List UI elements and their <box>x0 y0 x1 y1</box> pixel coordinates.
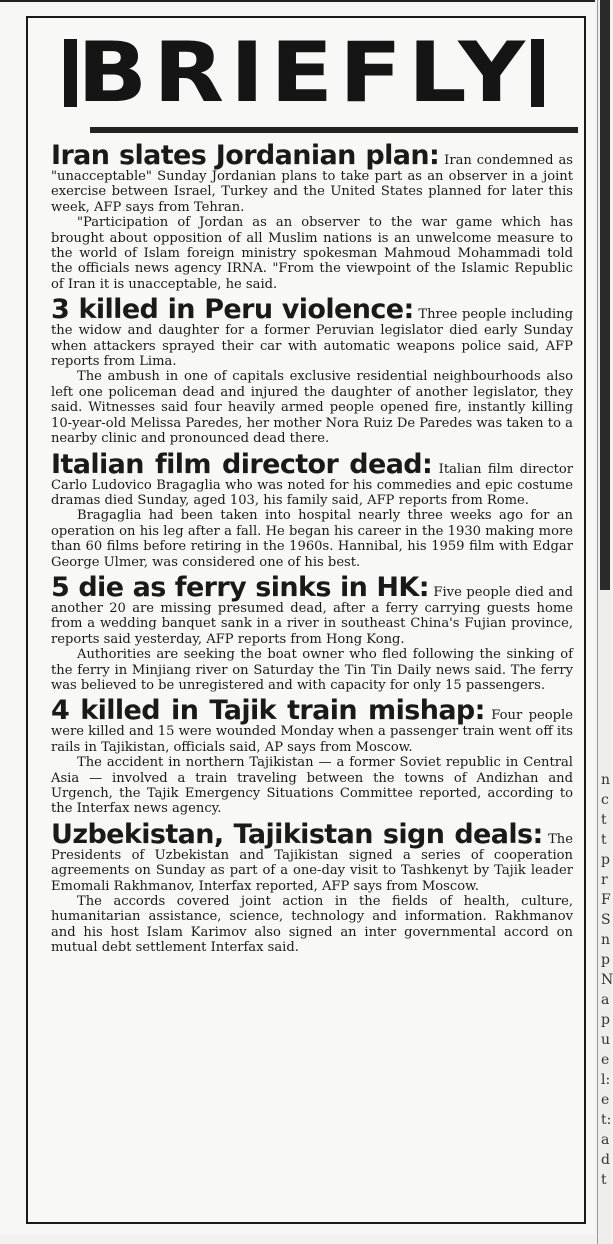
story-headline: 4 killed in Tajik train mishap: <box>51 695 485 727</box>
story-lead: Three people including the widow and daughter for a former Peruvian legislator died early Sunday when attackers sprayed their car with automatic weapons police said, AFP reports from Lima. <box>51 307 573 370</box>
story-lead: Four people were killed and 15 were wounded Monday when a passenger train went off its rails in Tajikistan, officials said, AP says from Moscow. <box>51 708 573 755</box>
stories <box>51 142 573 956</box>
story-lead: Italian film director Carlo Ludovico Bragaglia who was noted for his commedies and epic costume dramas died Sunday, aged 103, his family said, AFP reports from Rome. <box>51 461 573 508</box>
adjacent-column-dark-bar <box>600 0 610 590</box>
story-lead: Five people died and another 20 are missing presumed dead, after a ferry carrying guests home from a wedding banquet sank in a river in southeast China's Fujian province, reports said yesterday, AFP reports from Hong Kong. <box>51 584 573 647</box>
story-ferry <box>51 571 573 693</box>
masthead-left-block <box>64 39 77 107</box>
story-headline: Italian film director dead: <box>51 448 433 480</box>
story-headline: 5 die as ferry sinks in HK: <box>51 571 429 603</box>
masthead-title: BRIEFLY <box>77 24 531 121</box>
story-paragraph: Authorities are seeking the boat owner who fled following the sinking of the ferry in Minjiang river on Saturday the Tin Tin Daily news said. The ferry was believed to be unregistered and with capacity for only 15 passengers. <box>51 647 573 693</box>
story-headline: Iran slates Jordanian plan: <box>51 140 440 171</box>
story-peru <box>51 296 573 446</box>
story-italian-film <box>51 448 573 570</box>
story-paragraph: The accords covered joint action in the fields of health, culture, humanitarian assistance, science, technology and information. Rakhmanov and his host Islam Karimov also signed an inter governmental accord on mutual debt settlement Interfax said. <box>51 894 573 956</box>
masthead <box>64 24 544 121</box>
story-paragraph: The ambush in one of capitals exclusive residential neighbourhoods also left one policeman dead and injured the daughter of another legislator, they said. Witnesses said four heavily armed people opened fire, instantly killing 10-year-old Melissa Paredes, her mother Nora Ruiz De Paredes was taken to a nearby clinic and pronounced dead there. <box>51 369 573 447</box>
masthead-right-block <box>531 39 544 107</box>
story-tajik-train <box>51 697 573 816</box>
adjacent-column <box>597 0 611 1244</box>
story-paragraph: Bragaglia had been taken into hospital nearly three weeks ago for an operation on his leg after a fall. He began his career in the 1930 making more than 60 films before retiring in the 1960s. Hannibal, his 1959 film with Edgar George Ulmer, was considered one of his best. <box>51 508 573 570</box>
story-headline: Uzbekistan, Tajikistan sign deals: <box>51 818 543 850</box>
story-lead: Iran condemned as "unacceptable" Sunday Jordanian plans to take part as an observer in a joint exercise between Israel, Turkey and the United States planned for later this week, AFP says from Tehran. <box>51 153 573 215</box>
briefly-box <box>26 16 586 1224</box>
story-paragraph: "Participation of Jordan as an observer to the war game which has brought about opposition of all Muslim nations is an unwelcome measure to the world of Islam foreign ministry spokesman Mahmoud Mohammadi told the officials news agency IRNA. "From the viewpoint of the Islamic Republic of Iran it is unacceptable, he said. <box>51 215 573 292</box>
adjacent-column-text-fragment: n c t t p r F S n p N a p u e l: e t: a d t <box>601 772 613 1188</box>
story-headline: 3 killed in Peru violence: <box>51 294 414 326</box>
story-paragraph: The accident in northern Tajikistan — a former Soviet republic in Central Asia — involved a train traveling between the towns of Andizhan and Urgench, the Tajik Emergency Situations Committee reported, according to the Interfax news agency. <box>51 755 573 817</box>
story-iran <box>51 142 573 292</box>
story-lead: The Presidents of Uzbekistan and Tajikistan signed a series of cooperation agreements on Sunday as part of a one-day visit to Tashkenyt by Tajik leader Emomali Rakhmanov, Interfax reported, AFP says from Moscow. <box>51 831 573 894</box>
story-uzbek-tajik-deals <box>51 818 573 956</box>
masthead-rule <box>90 127 578 133</box>
